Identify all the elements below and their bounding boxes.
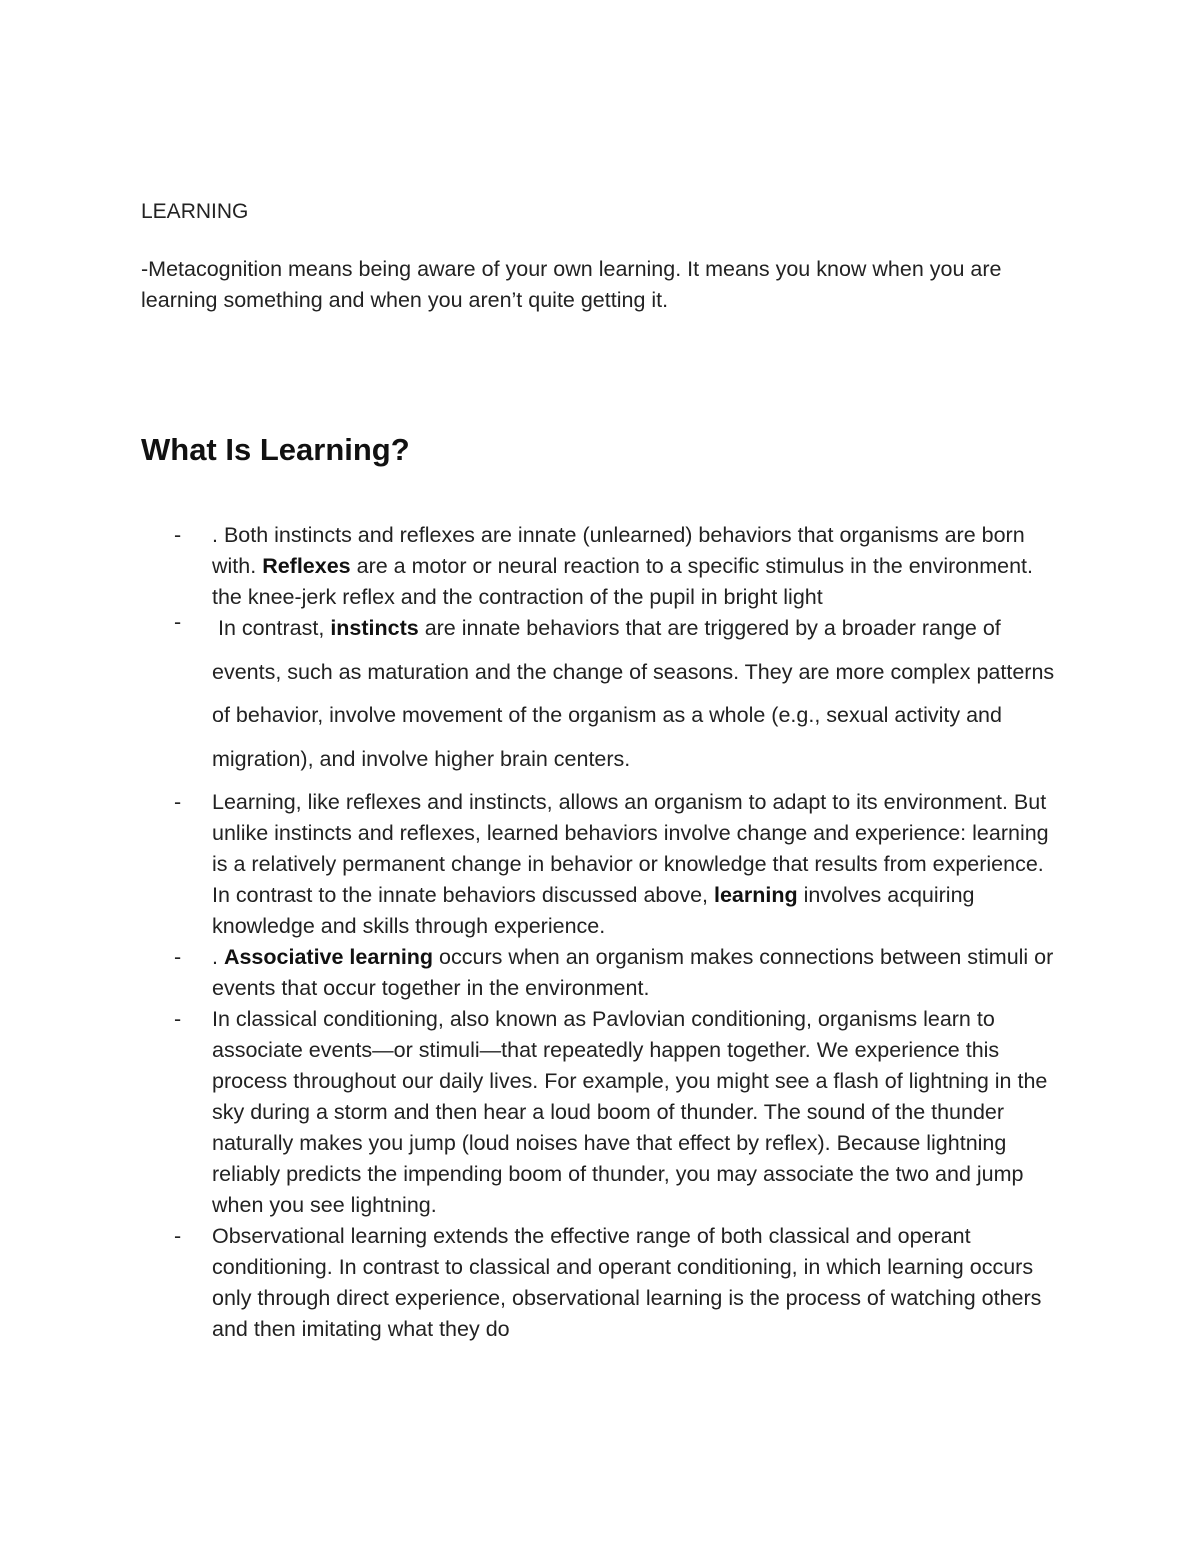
bullet-text (212, 945, 1053, 1000)
intro-paragraph: -Metacognition means being aware of your own learning. It means you know when you are learning something and when you aren’t quite getting it. (141, 257, 1002, 312)
bullet-dash: - (174, 1224, 182, 1248)
bullet-text-part: are a motor or neural reaction to a specific stimulus in the environment. the knee-jerk reflex and the contraction of the pupil in bright light (212, 554, 1033, 609)
bullet-text-part: . (212, 945, 224, 969)
bullet-item-learning (0, 787, 1062, 942)
bullet-bold-term: instincts (330, 616, 419, 640)
bullet-text-part: In contrast, (212, 616, 331, 640)
bullet-text-part: occurs when an organism makes connections between stimuli or events that occur together in the environment. (212, 945, 1054, 1000)
bullet-text (212, 523, 1033, 609)
bullet-text-part: are innate behaviors that are triggered by a broader range of events, such as maturation and the change of seasons. They are more complex patterns of behavior, involve movement of the organism as a whole (e.g., sexual activity and migration), and involve higher brain centers. (212, 616, 1055, 771)
bullet-text-part: Observational learning extends the effective range of both classical and operant conditioning. In contrast to classical and operant conditioning, in which learning occurs only through direct experience, observational learning is the process of watching others and then imitating what they do (212, 1224, 1042, 1341)
bullet-bold-term: Associative learning (223, 945, 434, 969)
document-label: LEARNING (141, 200, 249, 223)
bullet-text-part: In classical conditioning, also known as Pavlovian conditioning, organisms learn to associate events—or stimuli—that repeatedly happen together. We experience this process throughout our daily lives. For example, you might see a flash of lightning in the sky during a storm and then hear a loud boom of thunder. The sound of the thunder naturally makes you jump (loud noises have that effect by reflex). Because lightning reliably predicts the impending boom of thunder, you may associate the two and jump when you see lightning. (212, 1007, 1048, 1217)
bullet-dash: - (174, 1007, 182, 1031)
bullet-list (0, 520, 1200, 1345)
bullet-text-part: Learning, like reflexes and instincts, allows an organism to adapt to its environment. But unlike instincts and reflexes, learned behaviors involve change and experience: learning is a relatively permanent change in behavior or knowledge that results from experience. In contrast to the innate behaviors discussed above, (212, 790, 1049, 907)
bullet-item-observational-learning (0, 1221, 1062, 1345)
section-heading: What Is Learning? (141, 432, 410, 467)
bullet-item-instincts (0, 607, 1062, 781)
bullet-dash: - (174, 523, 182, 547)
bullet-dash: - (174, 790, 182, 814)
bullet-text (212, 1224, 1041, 1341)
bullet-item-associative-learning (0, 942, 1062, 1004)
bullet-bold-term: Reflexes (262, 554, 351, 578)
bullet-bold-term: learning (713, 883, 798, 907)
bullet-text (212, 607, 1062, 781)
bullet-text-part: . Both instincts and reflexes are innate (unlearned) behaviors that organisms are born with. (212, 523, 1025, 578)
bullet-text (212, 1007, 1047, 1217)
bullet-item-reflexes (0, 520, 1062, 613)
bullet-dash: - (174, 945, 182, 969)
bullet-item-classical-conditioning (0, 1004, 1062, 1221)
bullet-text-part: involves acquiring knowledge and skills through experience. (212, 883, 975, 938)
bullet-dash: - (174, 610, 182, 634)
bullet-text (212, 790, 1049, 938)
